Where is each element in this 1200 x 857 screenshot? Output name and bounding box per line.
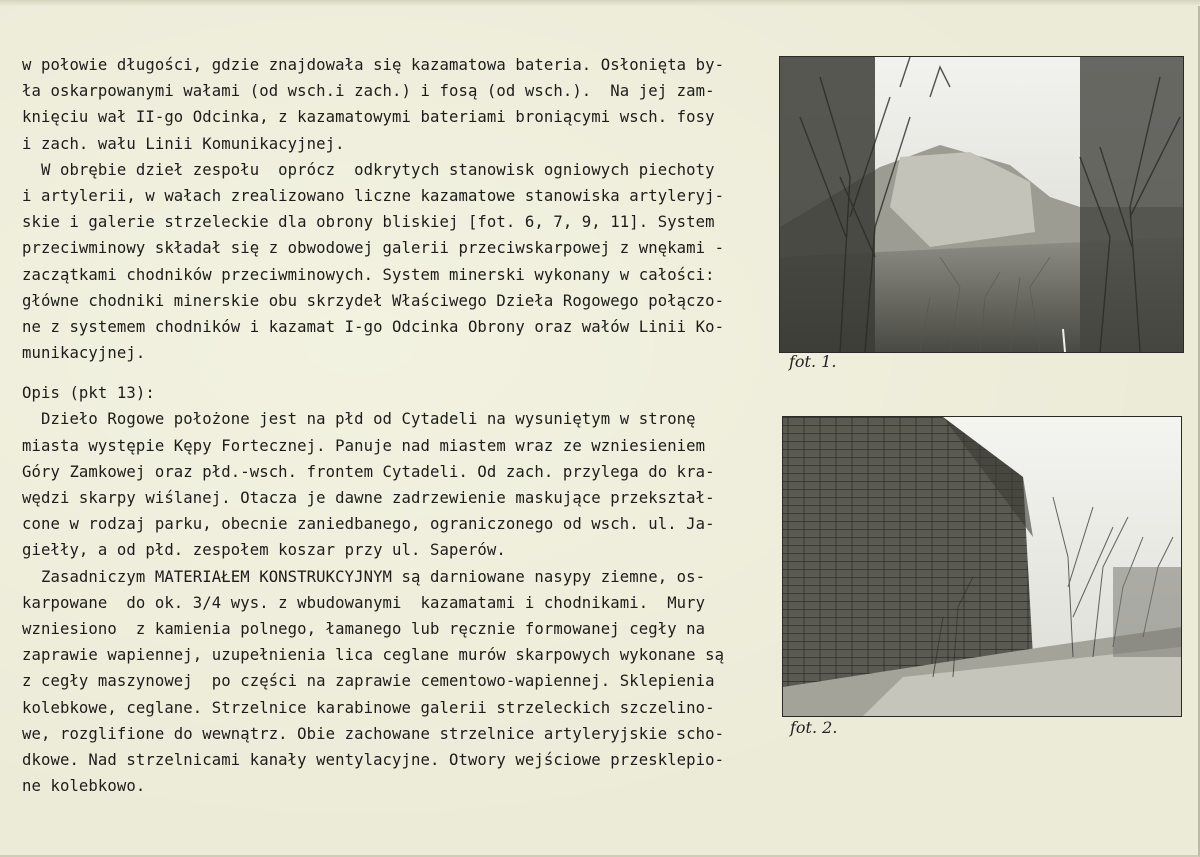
text-line: kolebkowe, ceglane. Strzelnice karabinowe galerii strzeleckich szczelino- xyxy=(22,698,715,717)
text-line: Dzieło Rogowe położone jest na płd od Cytadeli na wysuniętym w stronę xyxy=(22,410,696,429)
text-line: munikacyjnej. xyxy=(22,344,146,363)
text-line: dkowe. Nad strzelnicami kanały wentylacyjne. Otwory wejściowe przesklepio- xyxy=(22,750,725,769)
text-line: ne kolebkowo. xyxy=(22,777,146,796)
text-line: karpowane do ok. 3/4 wys. z wbudowanymi kazamatami i chodnikami. Mury xyxy=(22,593,706,612)
body-text-column xyxy=(22,52,772,799)
photo-brick-escarp-wall-icon xyxy=(783,417,1181,716)
text-line: cone w rodzaj parku, obecnie zaniedbanego, ograniczonego od wsch. ul. Ja- xyxy=(22,515,715,534)
text-line: zaczątkami chodników przeciwminowych. System minerski wykonany w całości: xyxy=(22,265,715,284)
text-line: i artylerii, w wałach zrealizowano liczne kazamatowe stanowiska artyleryj- xyxy=(22,186,725,205)
photo-1-caption: fot. 1. xyxy=(789,352,837,371)
text-line: skie i galerie strzeleckie dla obrony bliskiej [fot. 6, 7, 9, 11]. System xyxy=(22,213,715,232)
text-line: Zasadniczym MATERIAŁEM KONSTRUKCYJNYM są darniowane nasypy ziemne, os- xyxy=(22,567,706,586)
paragraph-fortification-description xyxy=(22,52,772,366)
page-edge-shadow xyxy=(0,0,1200,6)
photo-earthwork-rampart-icon xyxy=(780,57,1183,352)
text-line: knięciu wał II-go Odcinka, z kazamatowymi bateriami broniącymi wsch. fosy xyxy=(22,108,715,127)
text-line: zaprawie wapiennej, uzupełnienia lica ceglane murów skarpowych wykonane są xyxy=(22,646,725,665)
text-line: w połowie długości, gdzie znajdowała się kazamatowa bateria. Osłonięta by- xyxy=(22,56,725,74)
text-line: i zach. wału Linii Komunikacyjnej. xyxy=(22,134,345,153)
text-line: wzniesiono z kamienia polnego, łamanego lub ręcznie formowanej cegły na xyxy=(22,619,706,638)
paragraph-gap xyxy=(22,366,772,380)
text-line: we, rozglifione do wewnątrz. Obie zachowane strzelnice artyleryjskie scho- xyxy=(22,724,725,743)
text-line: giełły, a od płd. zespołem koszar przy ul. Saperów. xyxy=(22,541,506,560)
photo-2-caption: fot. 2. xyxy=(790,718,838,737)
text-line: z cegły maszynowej po części na zaprawie cementowo-wapiennej. Sklepienia xyxy=(22,672,715,691)
text-line: ła oskarpowanymi wałami (od wsch.i zach.) i fosą (od wsch.). Na jej zam- xyxy=(22,82,715,101)
photo-2 xyxy=(782,416,1182,717)
text-line: główne chodniki minerskie obu skrzydeł Właściwego Dzieła Rogowego połączo- xyxy=(22,291,725,310)
text-line: Góry Zamkowej oraz płd.-wsch. frontem Cytadeli. Od zach. przylega do kra- xyxy=(22,462,715,481)
text-line: wędzi skarpy wiślanej. Otacza je dawne zadrzewienie maskujące przekształ- xyxy=(22,489,715,507)
text-line: ne z systemem chodników i kazamat I-go Odcinka Obrony oraz wałów Linii Ko- xyxy=(22,317,725,336)
photo-1 xyxy=(779,56,1184,353)
text-line: przeciwminowy składał się z obwodowej galerii przeciwskarpowej z wnękami - xyxy=(22,239,725,258)
paragraph-opis xyxy=(22,406,772,799)
text-line: miasta występie Kępy Fortecznej. Panuje nad miastem wraz ze wzniesieniem xyxy=(22,436,706,455)
text-line: W obrębie dzieł zespołu oprócz odkrytych stanowisk ogniowych piechoty xyxy=(22,160,715,179)
section-heading: Opis (pkt 13): xyxy=(22,384,155,403)
